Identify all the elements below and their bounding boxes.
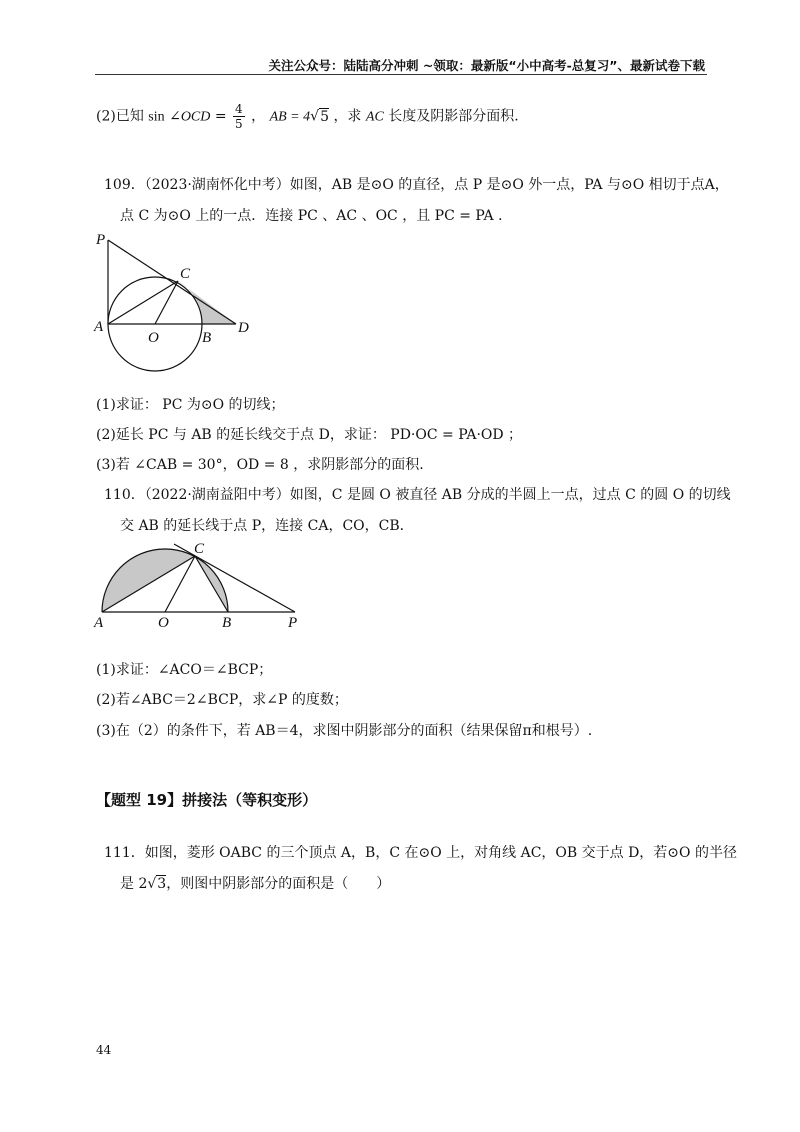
q110-shaded-left — [102, 548, 195, 612]
q110-label-B: B — [222, 615, 232, 628]
q110-line2: 交 AB 的延长线于点 P，连接 CA，CO，CB． — [120, 518, 414, 534]
q109-label-O: O — [148, 330, 159, 346]
sqrt-sign: √ — [310, 108, 320, 125]
page-number: 44 — [96, 1043, 112, 1057]
q110-label-P: P — [288, 615, 298, 628]
q110-tangent-CP — [174, 544, 295, 612]
q111-line2: 是 2√3，则图中阴影部分的面积是（ ） — [120, 876, 391, 892]
q109-label-A: A — [94, 319, 104, 335]
q109-sub3: (3)若 ∠CAB = 30°，OD = 8 ，求阴影部分的面积. — [96, 457, 424, 473]
q110-sub2: (2)若∠ABC＝2∠BCP，求∠P 的度数； — [96, 692, 348, 708]
header-rule — [95, 74, 707, 75]
sqrt-sign: √ — [147, 876, 157, 892]
q109-label-C: C — [180, 266, 191, 282]
q109-line1: 109．（2023·湖南怀化中考）如图，AB 是⊙O 的直径，点 P 是⊙O 外一点，PA 与⊙O 相切于点A， — [104, 177, 729, 193]
q110-label-O: O — [158, 615, 169, 628]
q110-figure — [90, 536, 310, 628]
q109-line2: 点 C 为⊙O 上的一点．连接 PC 、AC 、OC ，且 PC = PA ． — [120, 208, 513, 224]
q111-line1: 111．如图，菱形 OABC 的三个顶点 A，B，C 在⊙O 上，对角线 AC，OB 交于点 D，若⊙O 的半径 — [104, 845, 737, 861]
page-header: 关注公众号：陆陆高分冲刺 ~领取：最新版“小中高考-总复习”、最新试卷下载 — [268, 58, 705, 73]
q109-label-B: B — [202, 330, 212, 346]
q110-label-A: A — [94, 615, 104, 628]
q110-sub1: (1)求证：∠ACO＝∠BCP； — [96, 662, 273, 678]
q109-sub1: (1)求证： PC 为⊙O 的切线； — [96, 397, 285, 413]
q109-label-P: P — [96, 232, 106, 248]
q110-line1: 110．（2022·湖南益阳中考）如图，C 是圆 O 被直径 AB 分成的半圆上一点，过点 C 的圆 O 的切线 — [104, 487, 731, 503]
q109-sub2: (2)延长 PC 与 AB 的延长线交于点 D，求证： PD·OC = PA·OD ； — [96, 427, 523, 443]
q110-label-C: C — [194, 541, 205, 557]
q110-sub3: (3)在（2）的条件下，若 AB＝4，求图中阴影部分的面积（结果保留π和根号）. — [96, 723, 593, 739]
fraction-4-5: $\frac{4}{5}$ — [235, 102, 243, 131]
q108-part2: (2)已知 sin ∠OCD = $\frac{4}{5}$ ， AB = 4√5 ，求 AC 长度及阴影部分面积. — [96, 102, 519, 131]
q109-figure — [90, 228, 260, 378]
q109-label-D: D — [238, 320, 249, 336]
section-title: 【题型 19】拼接法（等积变形） — [96, 791, 318, 809]
